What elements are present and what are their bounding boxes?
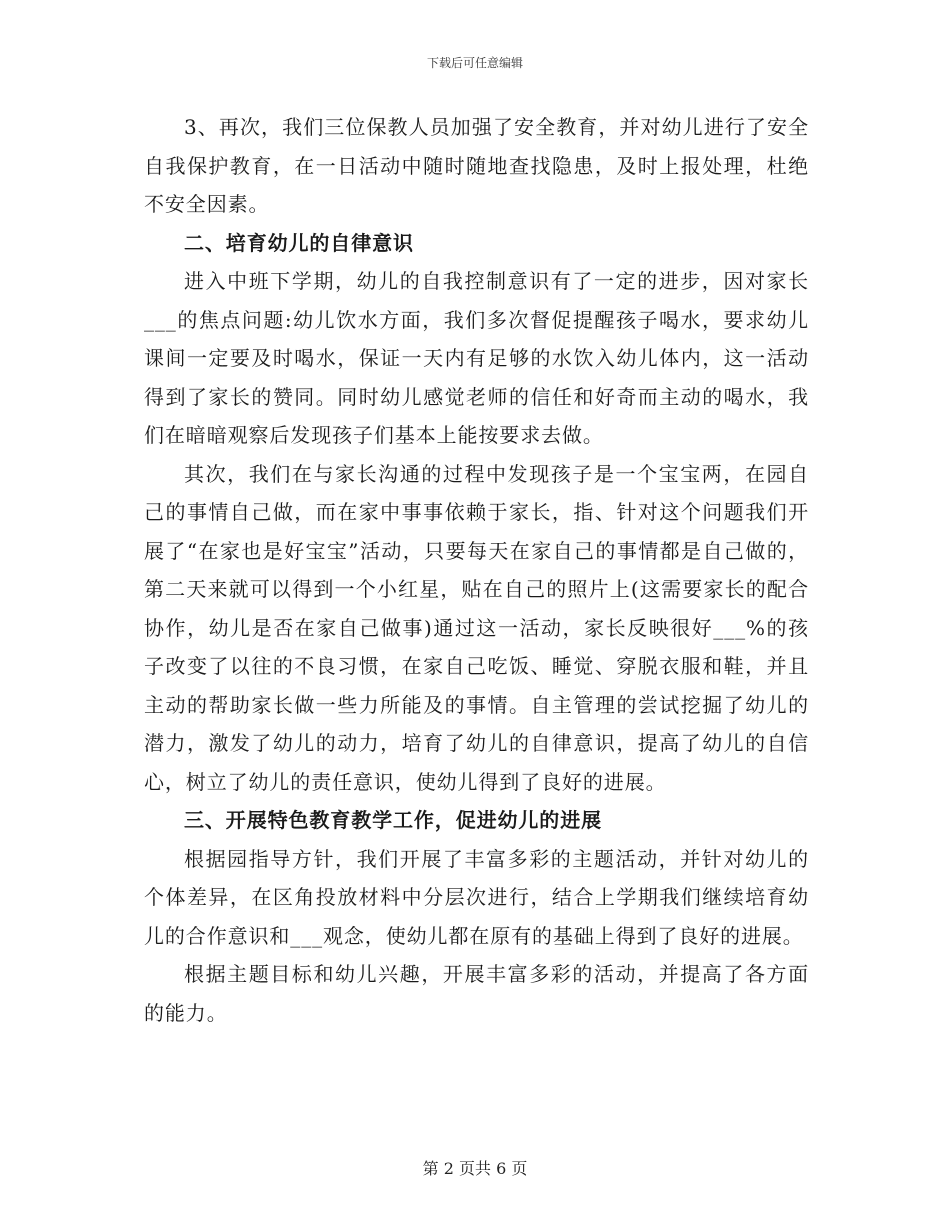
section-heading-special-education: 三、开展特色教育教学工作，促进幼儿的进展 [184, 808, 602, 832]
paragraph-abilities: 根据主题目标和幼儿兴趣，开展丰富多彩的活动，并提高了各方面的能力。 [144, 962, 809, 1025]
section-heading-self-discipline: 二、培育幼儿的自律意识 [184, 230, 414, 255]
paragraph-theme-activities: 根据园指导方针，我们开展了丰富多彩的主题活动，并针对幼儿的个体差异，在区角投放材料中分层次进行，结合上学期我们继续培育幼儿的合作意识和___观念，使幼儿都在原有的基础上得到了良好的进展。 [144, 846, 809, 948]
paragraph-good-baby-at-home: 其次，我们在与家长沟通的过程中发现孩子是一个宝宝两，在园自己的事情自己做，而在家中事事依赖于家长，指、针对这个问题我们开展了“在家也是好宝宝”活动，只要每天在家自己的事情都是自己做的，第二天来就可以得到一个小红星，贴在自己的照片上(这需要家长的配合协作，幼儿是否在家自己做事)通过这一活动，家长反映很好___%的孩子改变了以往的不良习惯，在家自己吃饭、睡觉、穿脱衣服和鞋，并且主动的帮助家长做一些力所能及的事情。自主管理的尝试挖掘了幼儿的潜力，激发了幼儿的动力，培育了幼儿的自律意识，提高了幼儿的自信心，树立了幼儿的责任意识，使幼儿得到了良好的进展。 [144, 461, 809, 794]
document-body [144, 108, 809, 1032]
page-header: 下载后可任意编辑 [426, 56, 523, 70]
page-number: 第 2 页共 6 页 [422, 1159, 528, 1178]
paragraph-safety-education: 3、再次，我们三位保教人员加强了安全教育，并对幼儿进行了安全自我保护教育，在一日活动中随时随地查找隐患，及时上报处理，杜绝不安全因素。 [144, 115, 809, 216]
paragraph-drinking-water: 进入中班下学期，幼儿的自我控制意识有了一定的进步，因对家长___的焦点问题:幼儿饮水方面，我们多次督促提醒孩子喝水，要求幼儿课间一定要及时喝水，保证一天内有足够的水饮入幼儿体内，这一活动得到了家长的赞同。同时幼儿感觉老师的信任和好奇而主动的喝水，我们在暗暗观察后发现孩子们基本上能按要求去做。 [144, 269, 809, 447]
